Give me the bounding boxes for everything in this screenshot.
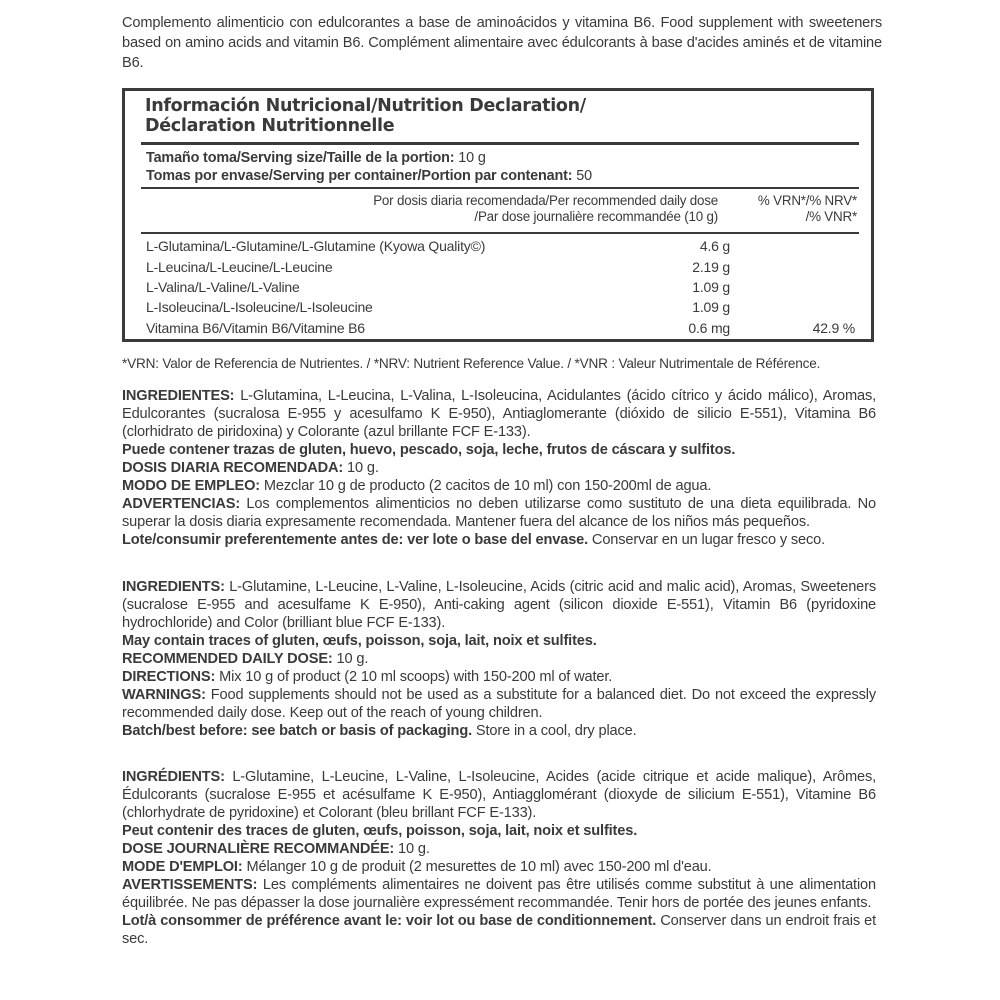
dose-es: DOSIS DIARIA RECOMENDADA: 10 g.: [122, 460, 379, 476]
ingredients-es: INGREDIENTES: L-Glutamina, L-Leucina, L-Valina, L-Isoleucina, Acidulantes (ácido cítrico y ácido málico), Aromas, Edulcorantes (sucralosa E-955 y acesulfamo K E-950), Antiaglomerante (dióxido de silicio E-551), Vitamina B6 (clorhidrato de piridoxina) y Colorante (azul brillante FCF E-133).: [122, 388, 876, 440]
nutrition-title: [145, 96, 586, 136]
dose-en: RECOMMENDED DAILY DOSE: 10 g.: [122, 651, 369, 667]
ingredients-fr: INGRÉDIENTS: L-Glutamine, L-Leucine, L-Valine, L-Isoleucine, Acides (acide citrique et acide malique), Arômes, Édulcorants (sucralose E-955 et acésulfame K E-950), Antiagglomérant (dioxyde de silicium E-551), Vitamine B6 (chlorhydrate de pyridoxine) et Colorant (bleu brillant FCF E-133).: [122, 769, 876, 821]
use-fr: MODE D'EMPLOI: Mélanger 10 g de produit (2 mesurettes de 10 ml) avec 150-200 ml d'eau.: [122, 859, 712, 875]
table-row: L-Valina/L-Valine/L-Valine 1.09 g: [146, 279, 730, 295]
table-row: L-Glutamina/L-Glutamine/L-Glutamine (Kyowa Quality©) 4.6 g: [146, 238, 730, 254]
use-es: MODO DE EMPLEO: Mezclar 10 g de producto (2 cacitos de 10 ml) con 150-200ml de agua.: [122, 478, 712, 494]
dose-fr: DOSE JOURNALIÈRE RECOMMANDÉE: 10 g.: [122, 841, 430, 857]
nutrition-table: [122, 88, 874, 342]
lot-es: Lote/consumir preferentemente antes de: ver lote o base del envase. Conservar en un lugar fresco y seco.: [122, 532, 826, 548]
use-en: DIRECTIONS: Mix 10 g of product (2 10 ml scoops) with 150-200 ml of water.: [122, 669, 613, 685]
column-header-dose: Por dosis diaria recomendada/Per recommended daily dose /Par dose journalière recommandée (10 g): [373, 193, 718, 224]
nutrition-title-line2: Déclaration Nutritionnelle: [145, 116, 395, 136]
table-row: Vitamina B6/Vitamin B6/Vitamine B6 0.6 mg 42.9 %: [146, 320, 855, 336]
warnings-fr: AVERTISSEMENTS: Les compléments alimentaires ne doivent pas être utilisés comme substitut à une alimentation équilibrée. Ne pas dépasser la dose journalière expressément recommandée. Tenir hors de portée des jeunes enfants.: [122, 877, 876, 911]
serving-size: Tamaño toma/Serving size/Taille de la portion: 10 g: [146, 150, 486, 166]
section-spanish: [122, 387, 876, 549]
section-french: [122, 768, 876, 948]
allergens-en: May contain traces of gluten, œufs, poisson, soja, lait, noix et sulfites.: [122, 633, 597, 649]
allergens-es: Puede contener trazas de gluten, huevo, pescado, soja, leche, frutos de cáscara y sulfitos.: [122, 442, 736, 458]
serving-rule: [141, 187, 859, 189]
table-row: L-Leucina/L-Leucine/L-Leucine 2.19 g: [146, 259, 730, 275]
allergens-fr: Peut contenir des traces de gluten, œufs, poisson, soja, lait, noix et sulfites.: [122, 823, 638, 839]
lot-fr: Lot/à consommer de préférence avant le: voir lot ou base de conditionnement. Conserver dans un endroit frais et sec.: [122, 913, 876, 947]
header-rule: [141, 232, 859, 234]
product-description: Complemento alimenticio con edulcorantes a base de aminoácidos y vitamina B6. Food supplement with sweeteners based on amino acids and vitamin B6. Complément alimentaire avec édulcorants à base d'acides aminés et de vitamine B6.: [122, 15, 882, 71]
footnote: *VRN: Valor de Referencia de Nutrientes. / *NRV: Nutrient Reference Value. / *VNR : Valeur Nutrimentale de Référence.: [122, 356, 821, 371]
column-header-nrv: % VRN*/% NRV* /% VNR*: [757, 193, 857, 224]
table-row: L-Isoleucina/L-Isoleucine/L-Isoleucine 1.09 g: [146, 299, 730, 315]
ingredients-en: INGREDIENTS: L-Glutamine, L-Leucine, L-Valine, L-Isoleucine, Acids (citric acid and malic acid), Aromas, Sweeteners (sucralose E-955 and acesulfame K E-950), Anti-caking agent (silicon dioxide E-551), Vitamin B6 (pyridoxine hydrochloride) and Color (brilliant blue FCF E-133).: [122, 579, 876, 631]
section-english: [122, 578, 876, 740]
lot-en: Batch/best before: see batch or basis of packaging. Store in a cool, dry place.: [122, 723, 637, 739]
nutrition-title-line1: Información Nutricional/Nutrition Declaration/: [145, 96, 586, 116]
servings-per-container: Tomas por envase/Serving per container/Portion par contenant: 50: [146, 168, 592, 184]
warnings-en: WARNINGS: Food supplements should not be used as a substitute for a balanced diet. Do not exceed the expressly recommended daily dose. Keep out of the reach of young children.: [122, 687, 876, 721]
title-rule: [141, 142, 859, 145]
warnings-es: ADVERTENCIAS: Los complementos alimenticios no deben utilizarse como sustituto de una dieta equilibrada. No superar la dosis diaria expresamente recomendada. Mantener fuera del alcance de los niños más pequeños.: [122, 496, 876, 530]
